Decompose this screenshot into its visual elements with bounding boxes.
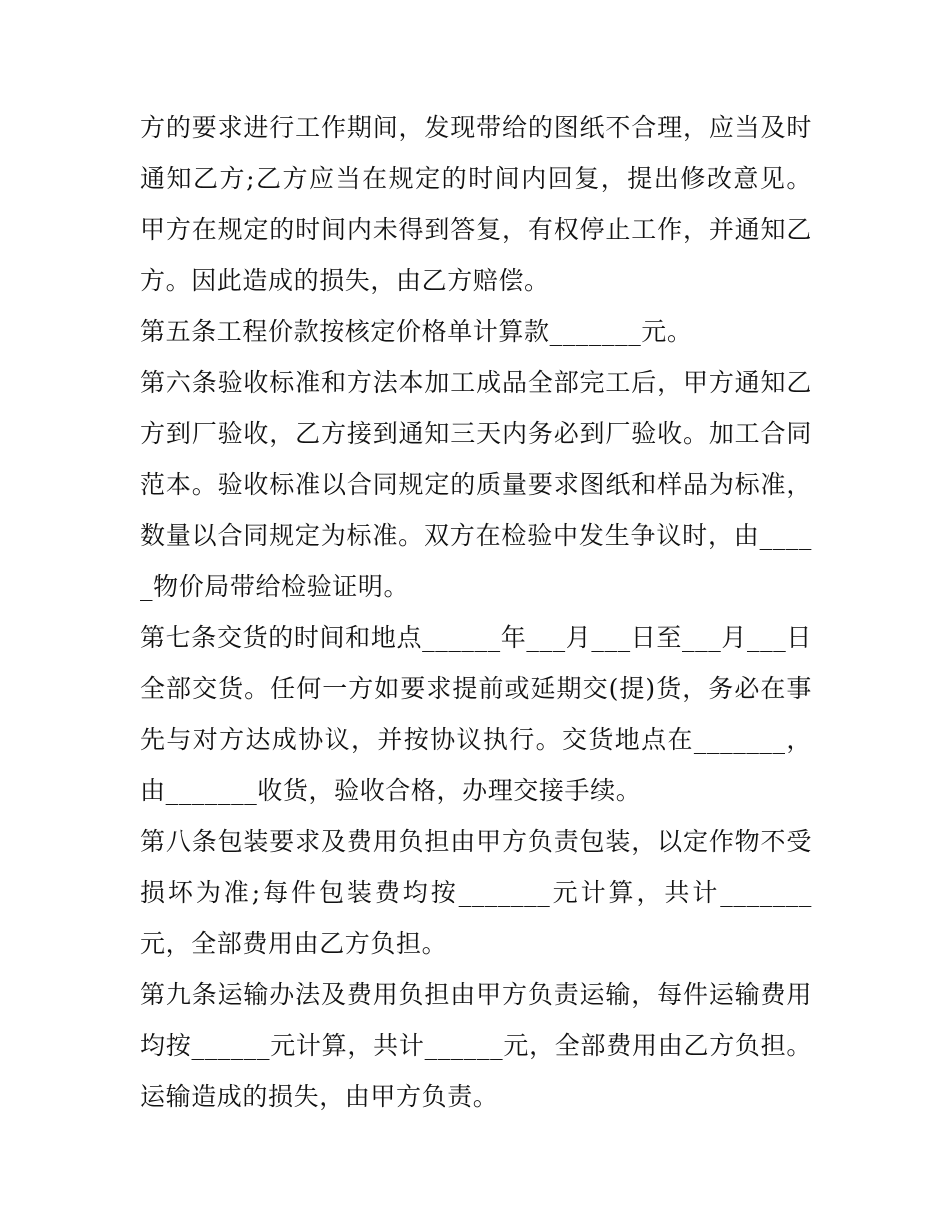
paragraph-article-7-delivery: 第七条交货的时间和地点______年___月___日至___月___日全部交货。任何一方如要求提前或延期交(提)货，务必在事先与对方达成协议，并按协议执行。交货地点在_______，由_______收货，验收合格，办理交接手续。 (140, 623, 812, 805)
paragraph-article-9-transport: 第九条运输办法及费用负担由甲方负责运输，每件运输费用均按______元计算，共计______元，全部费用由乙方负担。运输造成的损失，由甲方负责。 (140, 980, 812, 1111)
paragraph-article-8-packaging: 第八条包装要求及费用负担由甲方负责包装，以定作物不受损坏为准;每件包装费均按_______元计算，共计_______元，全部费用由乙方负担。 (140, 827, 812, 958)
contract-body (140, 102, 812, 1122)
paragraph-article-5-price: 第五条工程价款按核定价格单计算款_______元。 (140, 317, 693, 346)
paragraph-continuation: 方的要求进行工作期间，发现带给的图纸不合理，应当及时通知乙方;乙方应当在规定的时间内回复，提出修改意见。甲方在规定的时间内未得到答复，有权停止工作，并通知乙方。因此造成的损失，由乙方赔偿。 (140, 113, 812, 295)
paragraph-article-6-acceptance: 第六条验收标准和方法本加工成品全部完工后，甲方通知乙方到厂验收，乙方接到通知三天内务必到厂验收。加工合同范本。验收标准以合同规定的质量要求图纸和样品为标准，数量以合同规定为标准。双方在检验中发生争议时，由_____物价局带给检验证明。 (140, 368, 812, 601)
